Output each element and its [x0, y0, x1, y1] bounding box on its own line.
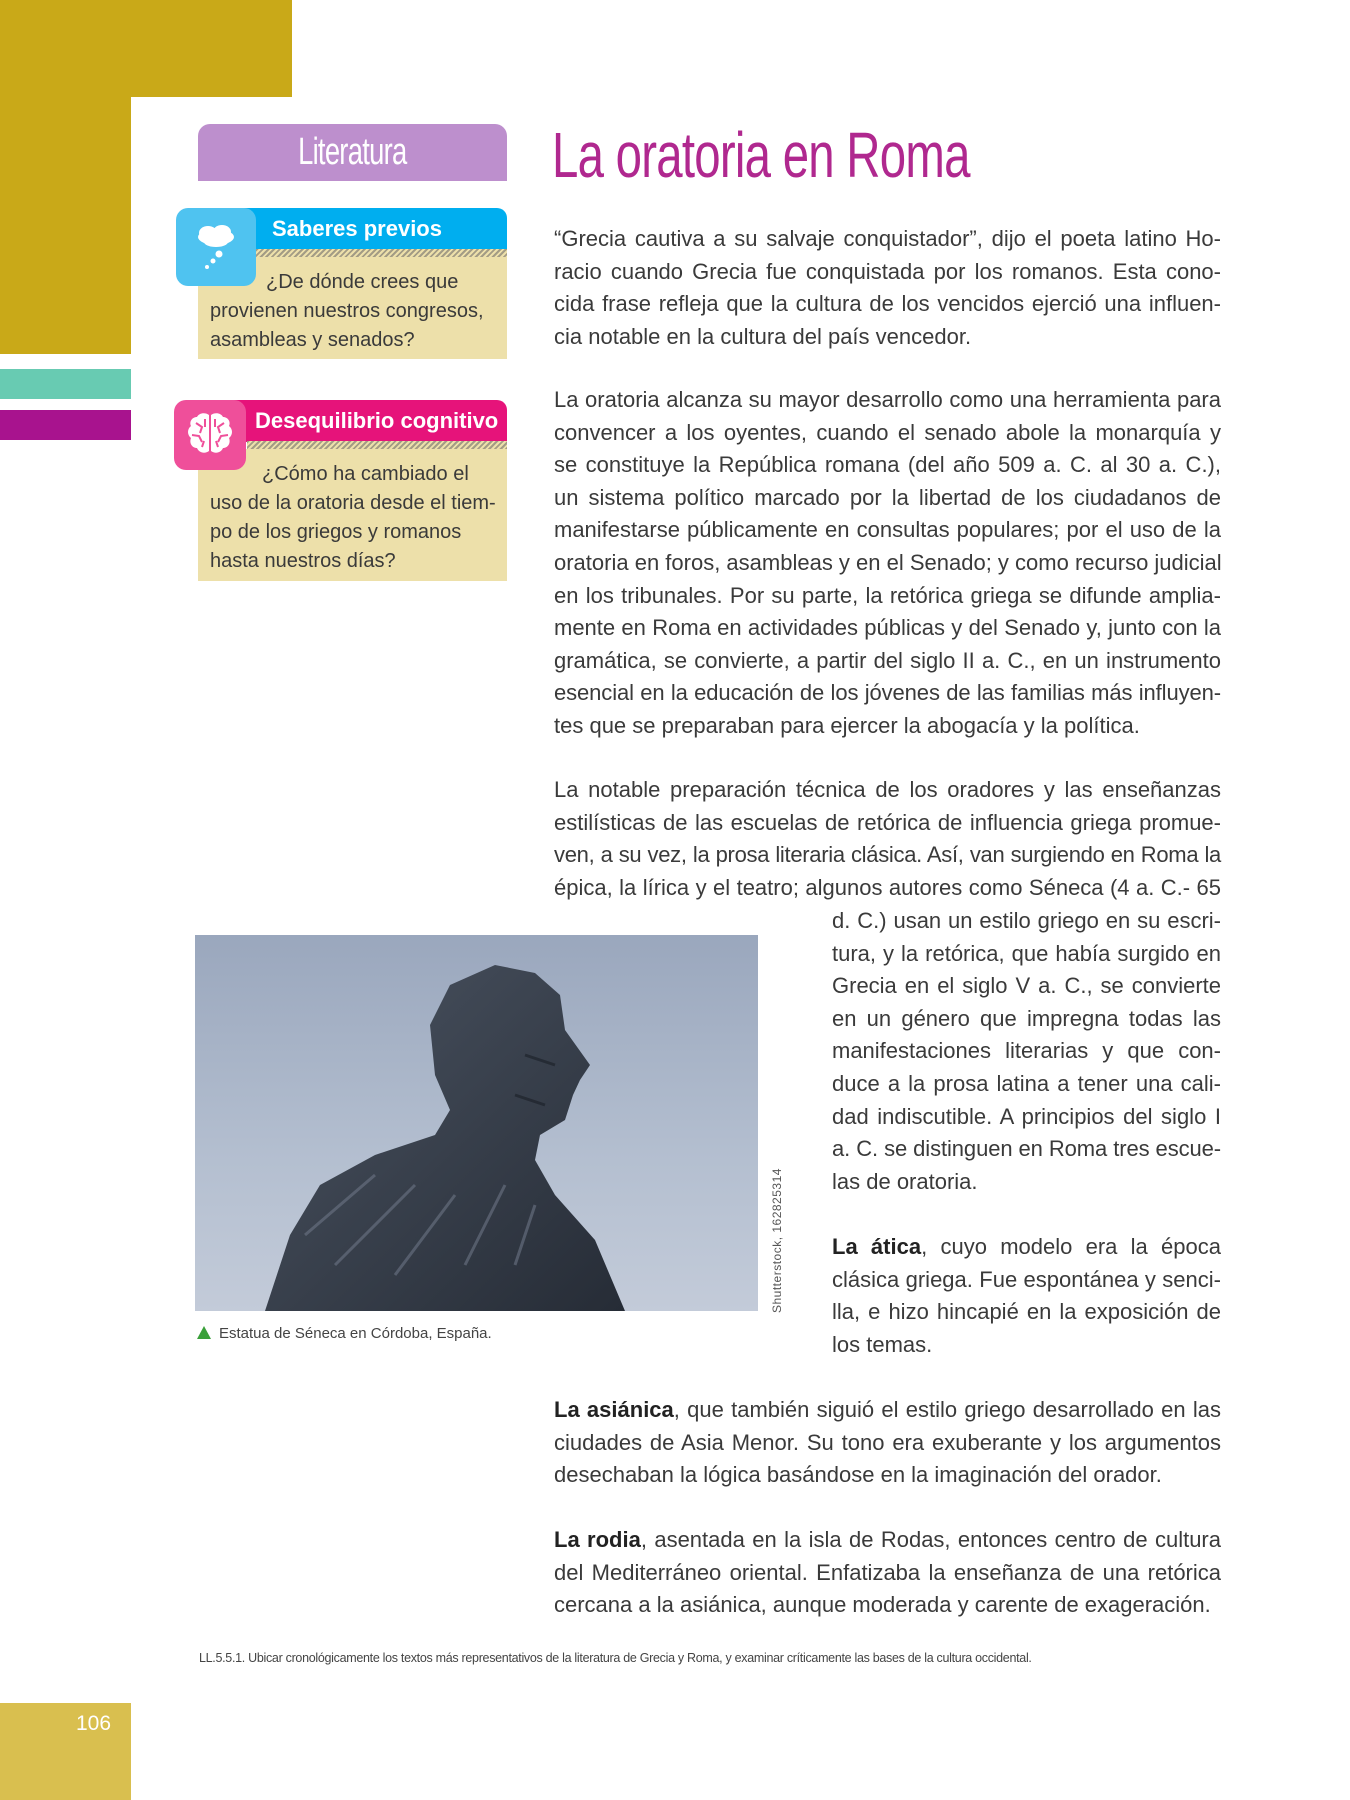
line-text: , que también siguió el estilo griego desarrollado en las	[673, 1397, 1221, 1422]
line-text: duce a la prosa latina a tener una cali-	[832, 1070, 1221, 1096]
text-line	[832, 970, 1221, 1003]
line-text: manifestaciones literarias y que con-	[832, 1038, 1221, 1064]
line-text: en un género que impregna todas las	[832, 1005, 1221, 1031]
text-line	[832, 905, 1221, 938]
line-text: La oratoria alcanza su mayor desarrollo como una herramienta para	[554, 387, 1221, 412]
bold-term: La ática	[832, 1234, 922, 1259]
line-text: cia notable en la cultura del país vencedor.	[554, 323, 972, 349]
line-text: ciudades de Asia Menor. Su tono era exuberante y los argumentos	[554, 1429, 1221, 1455]
paragraph-rodia	[554, 1524, 1221, 1622]
line-text: gramática, se convierte, a partir del siglo II a. C., en un instrumento	[554, 647, 1221, 673]
line-text: esencial en la educación de los jóvenes de las familias más influyen-	[554, 680, 1221, 706]
line-text: estilísticas de las escuelas de retórica de influencia griega promue-	[554, 809, 1221, 835]
bold-term: La asiánica	[554, 1397, 674, 1422]
question-line: uso de la oratoria desde el tiem-	[210, 492, 496, 514]
text-line	[832, 1003, 1221, 1036]
text-line	[554, 482, 1221, 515]
line-text: cida frase refleja que la cultura de los vencidos ejerció una influen-	[554, 291, 1221, 317]
bold-term: La rodia	[554, 1527, 641, 1552]
line-text: convencer a los oyentes, cuando el senado abole la monarquía y	[554, 419, 1221, 445]
section-label-text: Literatura	[298, 131, 407, 173]
triangle-marker-icon	[197, 1326, 211, 1339]
paragraph-asianica	[554, 1394, 1221, 1492]
desequilibrio-heading: Desequilibrio cognitivo	[220, 400, 507, 442]
line-text: tes que se preparaban para ejercer la abogacía y la política.	[554, 712, 1140, 738]
paragraph-intro	[554, 223, 1221, 353]
line-text: Grecia en el siglo V a. C., se convierte	[832, 973, 1221, 999]
line-text: dad indiscutible. A principios del siglo I	[832, 1103, 1221, 1129]
text-line	[832, 1133, 1221, 1166]
text-line	[832, 1068, 1221, 1101]
line-text: racio cuando Grecia fue conquistada por los romanos. Esta cono-	[554, 258, 1221, 284]
line-text: clásica griega. Fue espontánea y senci-	[832, 1266, 1221, 1292]
text-line	[554, 839, 1221, 872]
text-line	[832, 1166, 1221, 1199]
line-text: desechaban la lógica basándose en la imaginación del orador.	[554, 1462, 1162, 1488]
teal-stripe	[0, 369, 131, 399]
text-line	[554, 645, 1221, 678]
hatch-divider	[247, 441, 507, 449]
line-text: un sistema político marcado por la libertad de los ciudadanos de	[554, 484, 1221, 510]
text-line	[554, 807, 1221, 840]
text-line	[832, 938, 1221, 971]
text-line	[554, 774, 1221, 807]
line-text: se constituye la República romana (del año 509 a. C. al 30 a. C.),	[554, 452, 1221, 478]
text-line	[554, 321, 1221, 354]
text-line	[554, 612, 1221, 645]
line-text: del Mediterráneo oriental. Enfatizaba la enseñanza de una retórica	[554, 1559, 1221, 1585]
text-line	[554, 514, 1221, 547]
magenta-stripe	[0, 410, 131, 440]
photo-credit: Shutterstock, 162825314	[770, 1168, 784, 1313]
text-line	[554, 710, 1221, 743]
paragraph-atica	[832, 1231, 1221, 1361]
text-line	[554, 1394, 1221, 1427]
hatch-divider	[256, 249, 507, 257]
line-text: oratoria en foros, asambleas y en el Senado; y como recurso judicial	[554, 549, 1222, 575]
text-line	[832, 1296, 1221, 1329]
paragraph-preparacion-tecnica	[554, 774, 1221, 904]
text-line	[832, 1101, 1221, 1134]
question-line: hasta nuestros días?	[210, 550, 396, 572]
brain-icon	[174, 400, 246, 470]
text-line	[554, 677, 1221, 710]
line-text: a. C. se distinguen en Roma tres escue-	[832, 1136, 1221, 1162]
text-line	[554, 384, 1221, 417]
line-text: , asentada en la isla de Rodas, entonces centro de cultura	[640, 1527, 1221, 1552]
text-line	[832, 1231, 1221, 1264]
text-line	[554, 1427, 1221, 1460]
paragraph-preparacion-tecnica-cont	[832, 905, 1221, 1198]
question-line: asambleas y senados?	[210, 329, 415, 351]
line-text: en los tribunales. Por su parte, la retórica griega se difunde amplia-	[554, 582, 1221, 608]
page-title: La oratoria en Roma	[552, 119, 970, 191]
page-number-box	[0, 1703, 131, 1800]
line-text: La notable preparación técnica de los oradores y las enseñanzas	[554, 777, 1221, 802]
question-line: ¿De dónde crees que	[266, 271, 459, 293]
section-label	[198, 124, 507, 181]
line-text: mente en Roma en actividades públicas y del Senado y, junto con la	[554, 615, 1221, 641]
line-text: las de oratoria.	[832, 1168, 978, 1194]
text-line	[554, 1589, 1221, 1622]
text-line	[832, 1329, 1221, 1362]
gold-side-band	[0, 0, 131, 354]
curriculum-footnote: LL.5.5.1. Ubicar cronológicamente los textos más representativos de la literatura de Grecia y Roma, y examinar críticamente las bases de la cultura occidental.	[199, 1651, 1032, 1665]
seneca-statue-photo	[195, 935, 758, 1311]
text-line	[554, 1459, 1221, 1492]
text-line	[554, 580, 1221, 613]
line-text: manifestarse públicamente en consultas populares; por el uso de la	[554, 517, 1221, 543]
line-text: d. C.) usan un estilo griego en su escri-	[832, 908, 1221, 933]
text-line	[554, 872, 1221, 905]
line-text: , cuyo modelo era la época	[921, 1234, 1221, 1259]
text-line	[554, 1524, 1221, 1557]
question-line: ¿Cómo ha cambiado el	[262, 463, 469, 485]
text-line	[554, 256, 1221, 289]
text-line	[832, 1264, 1221, 1297]
question-line: provienen nuestros congresos,	[210, 300, 484, 322]
thought-cloud-icon	[176, 208, 256, 286]
line-text: cercana a la asiánica, aunque moderada y carente de exageración.	[554, 1592, 1211, 1618]
paragraph-oratoria-republica	[554, 384, 1221, 743]
text-line	[554, 1557, 1221, 1590]
line-text: tura, y la retórica, que había surgido en	[832, 940, 1221, 966]
saberes-previos-heading: Saberes previos	[220, 208, 507, 250]
caption-text: Estatua de Séneca en Córdoba, España.	[219, 1325, 492, 1342]
text-line	[832, 1035, 1221, 1068]
line-text: los temas.	[832, 1331, 933, 1357]
text-line	[554, 288, 1221, 321]
line-text: ven, a su vez, la prosa literaria clásica. Así, van surgiendo en Roma la	[554, 842, 1221, 868]
text-line	[554, 449, 1221, 482]
text-line	[554, 547, 1221, 580]
question-line: po de los griegos y romanos	[210, 521, 462, 543]
photo-caption	[197, 1325, 492, 1342]
text-line	[554, 223, 1221, 256]
line-text: lla, e hizo hincapié en la exposición de	[832, 1299, 1221, 1325]
line-text: “Grecia cautiva a su salvaje conquistador”, dijo el poeta latino Ho-	[554, 226, 1221, 251]
line-text: épica, la lírica y el teatro; algunos autores como Séneca (4 a. C.- 65	[554, 874, 1221, 900]
desequilibrio-question	[198, 449, 507, 581]
text-line	[554, 417, 1221, 450]
page-number: 106	[76, 1712, 112, 1735]
